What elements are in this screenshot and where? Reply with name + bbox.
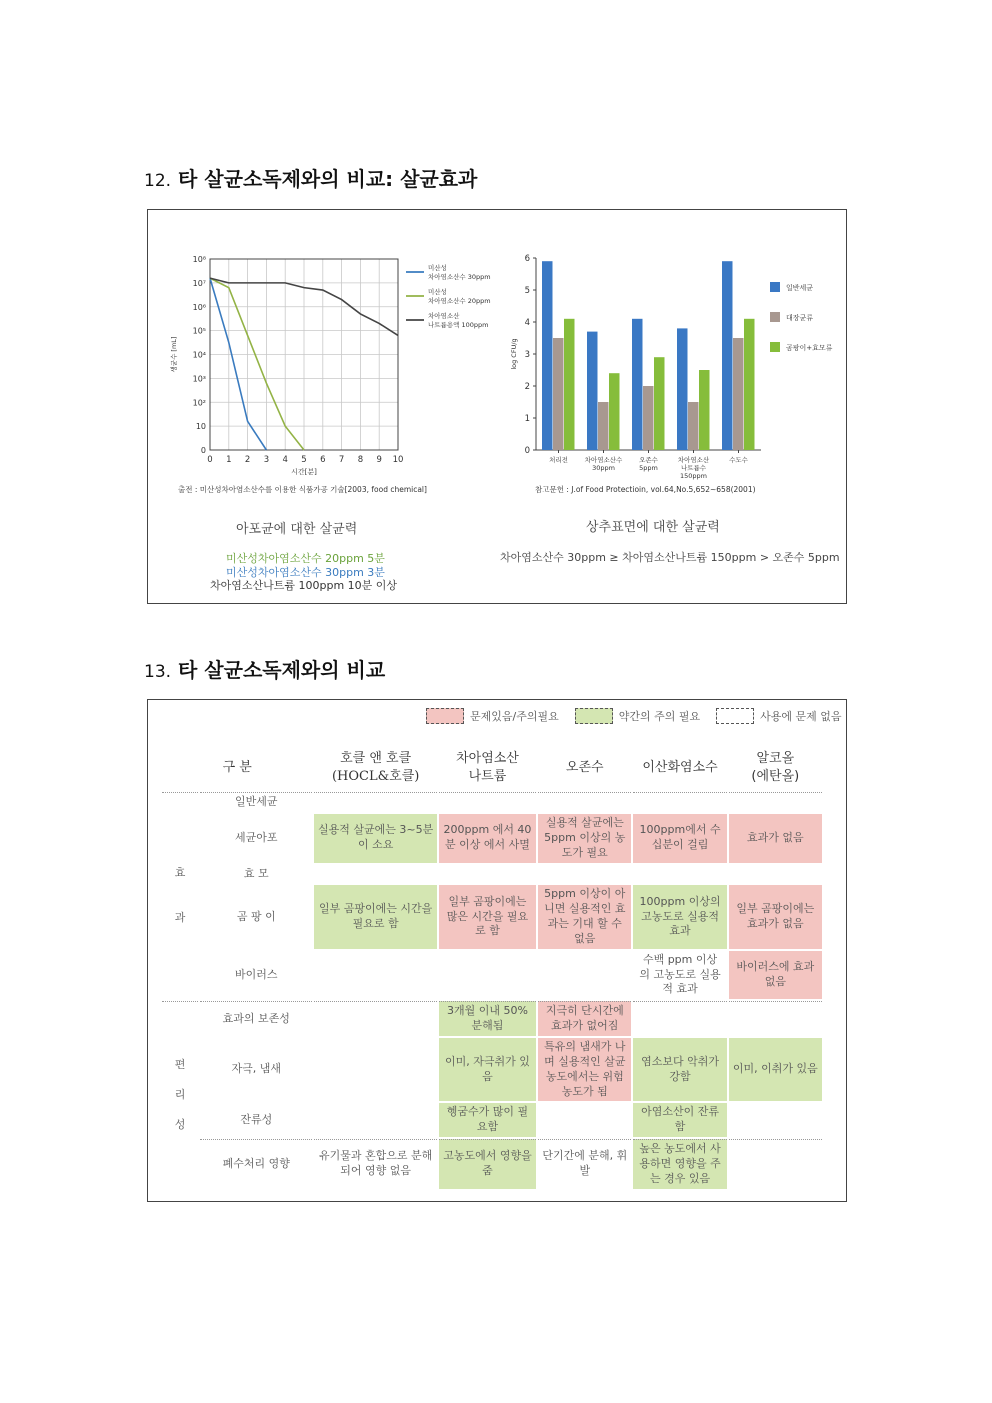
cell-naocl: 이미, 자극취가 있음 [439, 1038, 536, 1101]
bar-chart-caption: 상추표면에 대한 살균력 [586, 520, 720, 535]
x-axis-label: 시간[분] [291, 468, 317, 476]
x-tick-label: 10 [392, 455, 404, 465]
cell-clo2: 100ppm 이상의 고농도로 실용적 효과 [633, 885, 726, 948]
bar-2-3 [699, 370, 710, 450]
cell-ozone: 실용적 살균에는 5ppm 이상의 농도가 필요 [538, 814, 631, 863]
y-tick-label: 10³ [192, 374, 206, 384]
section-13-heading [144, 654, 385, 683]
row-label: 잔류성 [240, 1112, 273, 1126]
legend-none-swatch [716, 708, 754, 724]
category-label: 수도수 [729, 456, 748, 464]
table-legend [410, 708, 841, 724]
legend-label: 차아염소산 [428, 312, 460, 320]
x-tick-label: 6 [320, 455, 326, 465]
bar-2-1 [609, 373, 620, 450]
legend-label: 미산성 [428, 288, 447, 296]
section-title: 타 살균소독제와의 비교 [178, 658, 386, 682]
category-label: 오존수 [639, 456, 658, 464]
legend-red-label: 문제있음/주의필요 [470, 710, 559, 723]
x-tick-label: 4 [282, 455, 288, 465]
x-tick-label: 1 [226, 455, 232, 465]
table-row-preserve [162, 1001, 822, 1036]
cell-clo2: 높은 농도에서 사용하면 영향을 주는 경우 있음 [633, 1139, 726, 1189]
cell-clo2: 100ppm에서 수십분이 걸림 [633, 814, 726, 863]
bar-1-3 [688, 402, 699, 450]
x-tick-label: 8 [357, 455, 364, 465]
table-row-mold [162, 885, 822, 948]
bar-2-4 [744, 319, 755, 450]
spore-line-chart [148, 210, 498, 550]
bar-0-1 [587, 332, 598, 450]
table-row-yeast [162, 865, 822, 884]
y-tick-label: 10⁷ [192, 278, 206, 288]
category-label: 나트륨수 [680, 464, 707, 472]
y-tick-label: 6 [524, 254, 530, 264]
y-tick-label: 2 [524, 382, 530, 392]
line-note-naocl: 차아염소산나트륨 100ppm 10분 이상 [210, 579, 398, 592]
row-label: 효과의 보존성 [200, 1001, 312, 1036]
legend-label: 대장균류 [786, 314, 814, 322]
cell-naocl: 헹굼수가 많이 필요함 [439, 1103, 536, 1137]
bar-chart-reference: 참고문헌 : J.of Food Protectioin, vol.64,No.5,652~658(2001) [535, 485, 756, 494]
y-tick-label: 4 [524, 318, 530, 328]
cell-alcohol: 바이러스에 효과 없음 [729, 951, 822, 1000]
bar-0-4 [722, 261, 733, 450]
bar-1-0 [553, 338, 564, 450]
row-label: 자극, 냄새 [231, 1062, 282, 1076]
row-label: 효 모 [243, 866, 269, 880]
cell-hocl: 유기물과 혼합으로 분해되어 영향 없음 [314, 1139, 436, 1189]
y-tick-label: 1 [524, 414, 530, 424]
y-tick-label: 10² [192, 398, 206, 408]
series-line-1 [210, 278, 304, 450]
legend-label: 차아염소산수 30ppm [428, 273, 491, 281]
cell-hocl: 일부 곰팡이에는 시간을 필요로 함 [314, 885, 436, 948]
y-tick-label: 10⁸ [192, 255, 206, 264]
legend-green-label: 약간의 주의 필요 [618, 710, 701, 723]
legend-label: 곰팡이+효모류 [786, 344, 833, 352]
cell-naocl: 일부 곰팡이에는 많은 시간을 필요로 함 [439, 885, 536, 948]
bar-2-0 [564, 319, 575, 450]
bar-1-4 [733, 338, 744, 450]
row-label: 폐수처리 영향 [200, 1139, 312, 1189]
series-line-0 [210, 278, 266, 450]
cell-alcohol: 효과가 없음 [729, 814, 822, 863]
cell-ozone: 지극히 단시간에 효과가 없어짐 [538, 1001, 631, 1036]
row-label: 세균아포 [235, 830, 278, 844]
bar-1-2 [643, 386, 654, 450]
cell-naocl: 고농도에서 영향을 줌 [439, 1139, 536, 1189]
legend-label: 차아염소산수 20ppm [428, 297, 491, 305]
cell-naocl: 3개월 이내 50% 분해됨 [439, 1001, 536, 1036]
category-label: 차아염소산 [677, 456, 710, 464]
header-hocl: 호클 앤 호클 (HOCL&호클) [331, 751, 420, 784]
cell-ozone: 단기간에 분해, 휘발 [538, 1139, 631, 1189]
legend-green-swatch [575, 708, 613, 724]
line-note-20ppm: 미산성차아염소산수 20ppm 5분 [226, 552, 385, 565]
cell-clo2: 수백 ppm 이상 의 고농도로 실용적 효과 [639, 952, 721, 996]
cell-alcohol: 이미, 이취가 있음 [729, 1038, 822, 1101]
legend-red-swatch [426, 708, 464, 724]
category-label: 150ppm [680, 472, 707, 480]
table-row-general [162, 792, 822, 812]
category-label: 처리전 [549, 456, 568, 464]
row-label: 곰 팡 이 [236, 909, 276, 923]
line-chart-source: 출전 : 미산성차아염소산수를 이용한 식품가공 기술[2003, food chemical] [178, 485, 427, 494]
line-note-30ppm: 미산성차아염소산수 30ppm 3분 [226, 566, 385, 579]
legend-swatch-1 [770, 312, 780, 322]
x-tick-label: 0 [207, 455, 213, 465]
legend-swatch-2 [770, 342, 780, 352]
sterilization-effect-figure [147, 209, 847, 604]
y-tick-label: 0 [524, 446, 530, 456]
table-row-spore [162, 814, 822, 863]
x-tick-label: 9 [376, 455, 382, 465]
y-tick-label: 10⁵ [192, 326, 206, 336]
y-tick-label: 10⁶ [192, 302, 206, 312]
y-tick-label: 10 [195, 422, 206, 432]
x-tick-label: 3 [263, 455, 270, 465]
table-header-row [162, 746, 822, 790]
y-tick-label: 3 [524, 350, 530, 360]
bar-0-2 [632, 319, 643, 450]
comparison-table-figure [147, 699, 847, 1202]
row-label: 바이러스 [235, 967, 278, 981]
y-axis-label: 생균수 [mL] [170, 336, 178, 373]
legend-label: 미산성 [428, 264, 447, 272]
legend-label: 나트륨용액 100ppm [428, 321, 489, 329]
table-row-waste [162, 1139, 822, 1189]
category-label: 차아염소산수 [584, 456, 623, 464]
comparison-table [160, 744, 824, 1191]
line-chart-caption: 아포균에 대한 살균력 [236, 522, 358, 537]
legend-label: 일반세균 [786, 284, 814, 292]
table-row-virus [162, 951, 822, 1000]
legend-swatch-0 [770, 282, 780, 292]
cell-ozone: 특유의 냄새가 나며 실용적인 살균농도에서는 위험농도가 됨 [538, 1038, 631, 1101]
category-label: 30ppm [592, 464, 615, 472]
y-tick-label: 10⁴ [192, 350, 206, 360]
cell-clo2: 아염소산이 잔류함 [633, 1103, 726, 1137]
section-number: 13. [144, 662, 172, 682]
cell-clo2: 염소보다 악취가 강함 [633, 1038, 726, 1101]
section-number: 12. [144, 171, 172, 191]
bar-1-1 [598, 402, 609, 450]
header-naocl: 차아염소산 나트륨 [456, 751, 519, 784]
bar-0-0 [542, 261, 553, 450]
category-label: 5ppm [639, 464, 658, 472]
header-ozone: 오존수 [565, 760, 604, 776]
bar-0-3 [677, 328, 688, 450]
header-alcohol: 알코올 (에탄올) [751, 751, 800, 784]
y-axis-label: log CFU/g [510, 338, 518, 370]
header-category: 구 분 [222, 760, 252, 776]
header-clo2: 이산화염소수 [642, 760, 718, 776]
cell-alcohol: 일부 곰팡이에는 효과가 없음 [729, 885, 822, 948]
row-label: 일반세균 [200, 792, 312, 812]
x-tick-label: 5 [301, 455, 307, 465]
section-title: 타 살균소독제와의 비교: 살균효과 [178, 167, 478, 191]
x-tick-label: 2 [244, 455, 251, 465]
group-effect: 효 과 [162, 792, 198, 999]
table-row-residue [162, 1103, 822, 1137]
y-tick-label: 5 [524, 286, 530, 296]
bar-chart-note: 차아염소산수 30ppm ≥ 차아염소산나트륨 150ppm > 오존수 5ppm [500, 551, 840, 564]
group-convenience: 편 리 성 [162, 1001, 198, 1188]
section-12-heading [144, 163, 477, 192]
legend-none-label: 사용에 문제 없음 [760, 710, 842, 723]
cell-ozone: 5ppm 이상이 아니면 실용적인 효과는 기대 할 수 없음 [538, 885, 631, 948]
lettuce-bar-chart [498, 210, 848, 510]
x-tick-label: 7 [338, 455, 345, 465]
cell-naocl: 200ppm 에서 40분 이상 에서 사멸 [439, 814, 536, 863]
cell-hocl: 실용적 살균에는 3~5분이 소요 [314, 814, 436, 863]
y-tick-label: 0 [200, 446, 206, 455]
bar-2-2 [654, 357, 665, 450]
table-row-odor [162, 1038, 822, 1101]
